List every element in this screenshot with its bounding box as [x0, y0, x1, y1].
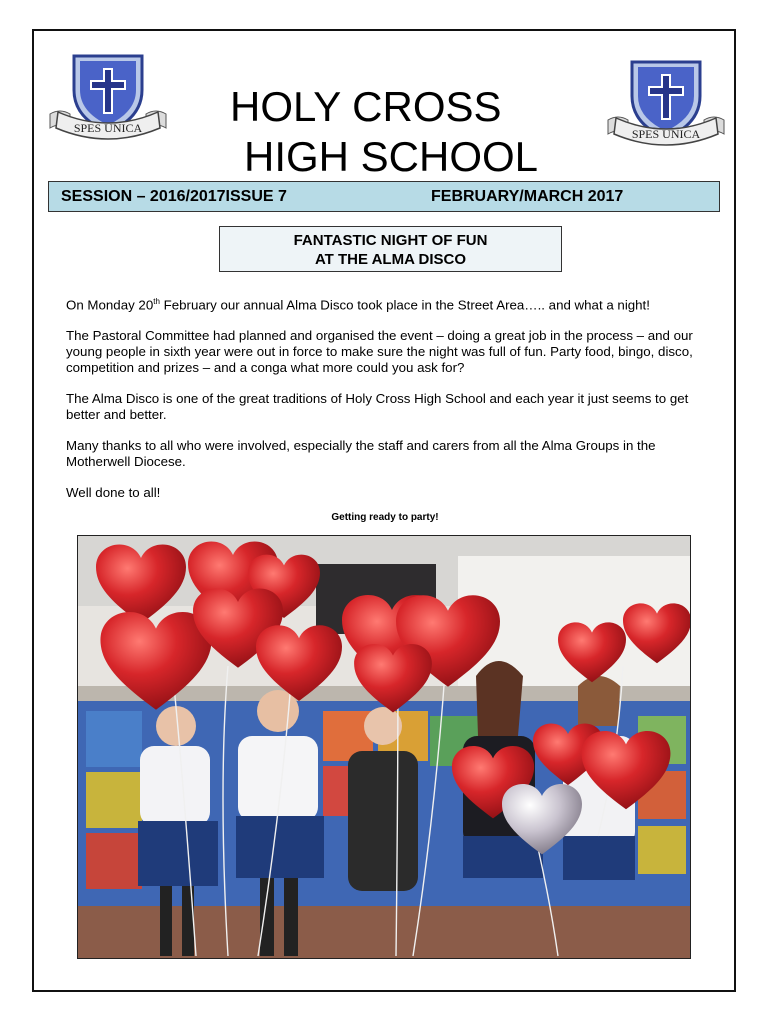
article-paragraph-1 — [66, 294, 706, 313]
article-body — [66, 294, 706, 516]
article-paragraph-2: The Pastoral Committee had planned and organised the event – doing a great job in the process – and our young people in sixth year were out in force to make sure the night was full of fun. Party food, bingo, disco, competition and prizes – and a conga what more could you ask for? — [66, 328, 693, 376]
issue-date-label: FEBRUARY/MARCH 2017 — [431, 188, 624, 205]
session-bar — [48, 181, 720, 212]
session-issue-label: SESSION – 2016/2017ISSUE 7 — [61, 188, 287, 205]
paragraph-1-end: February our annual Alma Disco took place in the Street Area….. and what a night! — [159, 297, 650, 313]
headline-line-1: FANTASTIC NIGHT OF FUN — [293, 232, 488, 249]
title-line-1: HOLY CROSS — [230, 83, 502, 130]
crest-icon — [604, 58, 728, 150]
article-paragraph-3: The Alma Disco is one of the great traditions of Holy Cross High School and each year it just seems to get better and better. — [66, 391, 689, 423]
svg-text:SPES UNICA: SPES UNICA — [631, 127, 701, 141]
school-crest-logo-left — [46, 52, 170, 144]
article-paragraph-4: Many thanks to all who were involved, especially the staff and carers from all the Alma Groups in the Motherwell Diocese. — [66, 438, 656, 470]
photo-illustration — [78, 536, 691, 959]
svg-text:SPES UNICA: SPES UNICA — [73, 121, 143, 135]
event-photo — [77, 535, 691, 959]
date-suffix: th — [153, 297, 160, 306]
photo-caption: Getting ready to party! — [331, 512, 439, 523]
paragraph-1-start: On Monday 20 — [66, 297, 154, 313]
article-paragraph-5: Well done to all! — [66, 485, 161, 501]
newsletter-title — [230, 82, 560, 182]
crest-icon — [46, 52, 170, 144]
headline-line-2: AT THE ALMA DISCO — [314, 251, 467, 268]
article-headline — [219, 226, 562, 272]
school-crest-logo-right — [604, 58, 728, 150]
title-line-2: HIGH SCHOOL — [244, 133, 539, 180]
